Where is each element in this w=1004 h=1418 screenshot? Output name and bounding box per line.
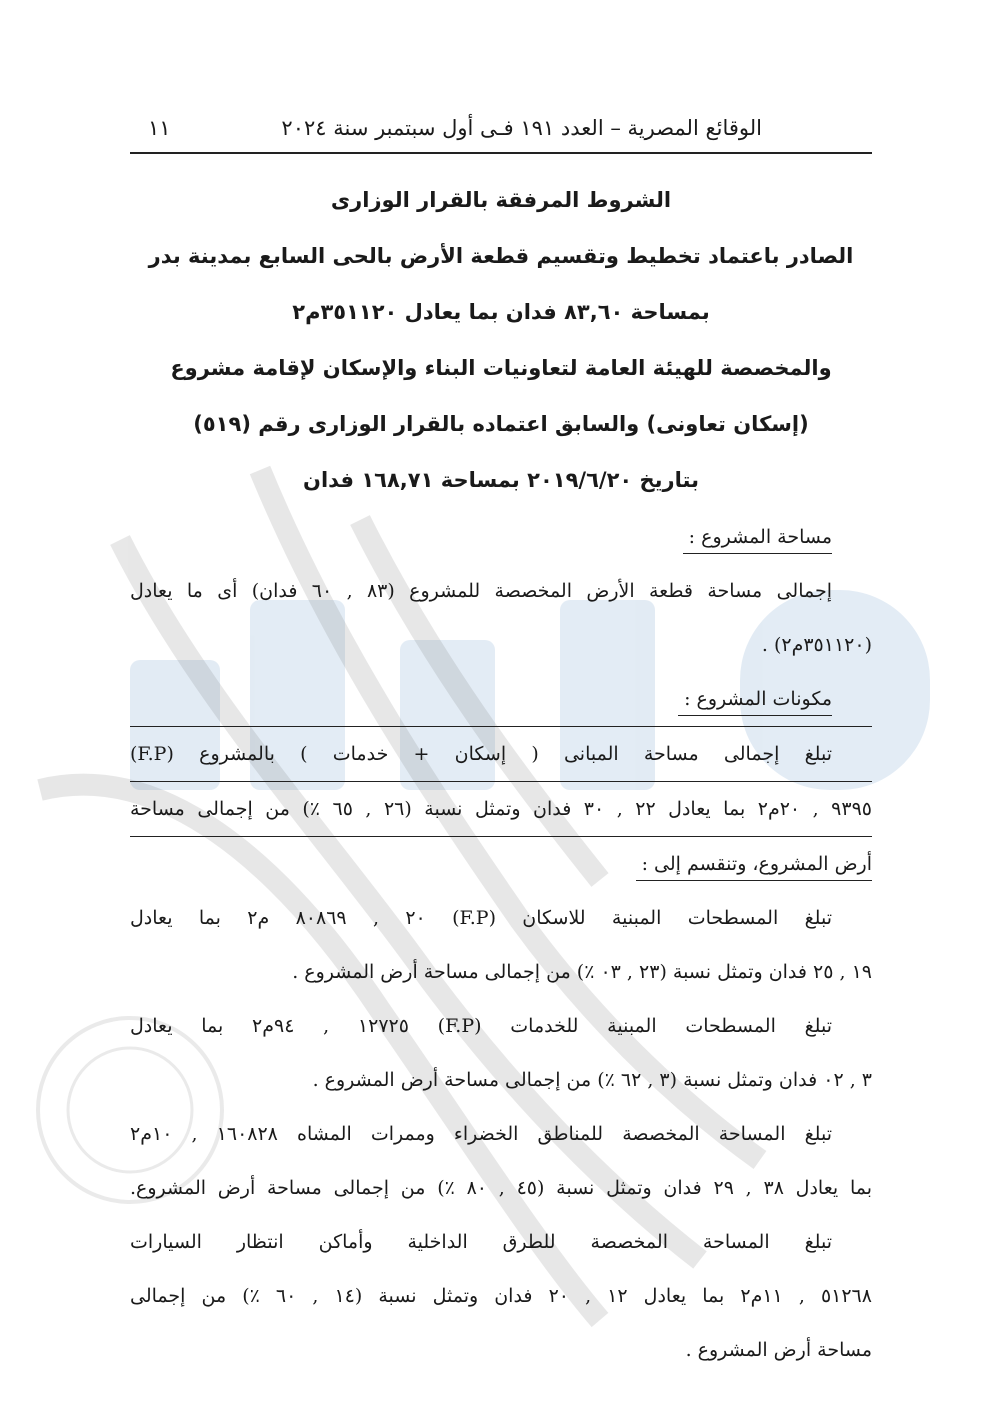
paragraph-line: ٥١٢٦٨ , ١١م٢ بما يعادل ١٢ , ٢٠ فدان وتمثل نسبة (١٤ , ٦٠ ٪) من إجمالى	[130, 1285, 872, 1307]
page-header	[130, 110, 872, 154]
paragraph-line: بما يعادل ٣٨ , ٢٩ فدان وتمثل نسبة (٤٥ , ٨٠ ٪) من إجمالى مساحة أرض المشروع.	[130, 1177, 873, 1199]
paragraph-line: تبلغ المسطحات المبنية للاسكان (F.P) ٢٠ , ٨٠٨٦٩ م٢ بما يعادل	[130, 907, 832, 929]
page-number: ١١	[148, 116, 171, 140]
title-line: بمساحة ٨٣,٦٠ فدان بما يعادل ٣٥١١٢٠م٢	[292, 300, 710, 324]
paragraph-line: (٣٥١١٢٠م٢) .	[761, 634, 872, 656]
decree-title	[130, 172, 872, 508]
paragraph-line: مساحة أرض المشروع .	[685, 1339, 872, 1361]
section-heading-components	[130, 672, 872, 726]
paragraph-line: تبلغ إجمالى مساحة المبانى ( إسكان + خدمات ) بالمشروع (F.P)	[130, 726, 872, 782]
paragraph-line: ١٩ , ٢٥ فدان وتمثل نسبة (٢٣ , ٠٣ ٪) من إجمالى مساحة أرض المشروع .	[292, 961, 872, 983]
paragraph-line: إجمالى مساحة قطعة الأرض المخصصة للمشروع (٨٣ , ٦٠ فدان) أى ما يعادل	[130, 580, 832, 602]
components-label: مكونات المشروع :	[678, 683, 832, 716]
paragraph-line: تبلغ المساحة المخصصة للطرق الداخلية وأماكن انتظار السيارات	[130, 1231, 832, 1253]
gazette-title: الوقائع المصرية – العدد ١٩١ فـى أول سبتمبر سنة ٢٠٢٤	[281, 116, 762, 140]
paragraph-line: ٩٣٩٥ , ٢٠م٢ بما يعادل ٢٢ , ٣٠ فدان وتمثل نسبة (٢٦ , ٦٥ ٪) من إجمالى مساحة	[130, 782, 872, 837]
title-line: والمخصصة للهيئة العامة لتعاونيات البناء والإسكان لإقامة مشروع	[170, 356, 832, 380]
paragraph-line: تبلغ المساحة المخصصة للمناطق الخضراء وممرات المشاه ١٦٠٨٢٨ , ١٠م٢	[130, 1123, 832, 1145]
title-line: الصادر باعتماد تخطيط وتقسيم قطعة الأرض بالحى السابع بمدينة بدر	[148, 244, 854, 268]
document-body	[130, 510, 872, 1377]
title-line: الشروط المرفقة بالقرار الوزارى	[330, 188, 672, 212]
paragraph-line	[130, 837, 872, 891]
paragraph-line: ٣ , ٠٢ فدان وتمثل نسبة (٣ , ٦٢ ٪) من إجمالى مساحة أرض المشروع .	[312, 1069, 872, 1091]
paragraph-line: تبلغ المسطحات المبنية للخدمات (F.P) ١٢٧٢٥ , ٩٤م٢ بما يعادل	[130, 1015, 832, 1037]
title-line: (إسكان تعاونى) والسابق اعتماده بالقرار الوزارى رقم (٥١٩)	[193, 412, 809, 436]
document-page	[130, 110, 872, 1377]
section-heading-area	[130, 510, 872, 564]
area-label: مساحة المشروع :	[683, 521, 832, 554]
title-line: بتاريخ ٢٠١٩/٦/٢٠ بمساحة ١٦٨,٧١ فدان	[303, 468, 699, 492]
breakdown-label: أرض المشروع، وتنقسم إلى :	[636, 848, 872, 881]
